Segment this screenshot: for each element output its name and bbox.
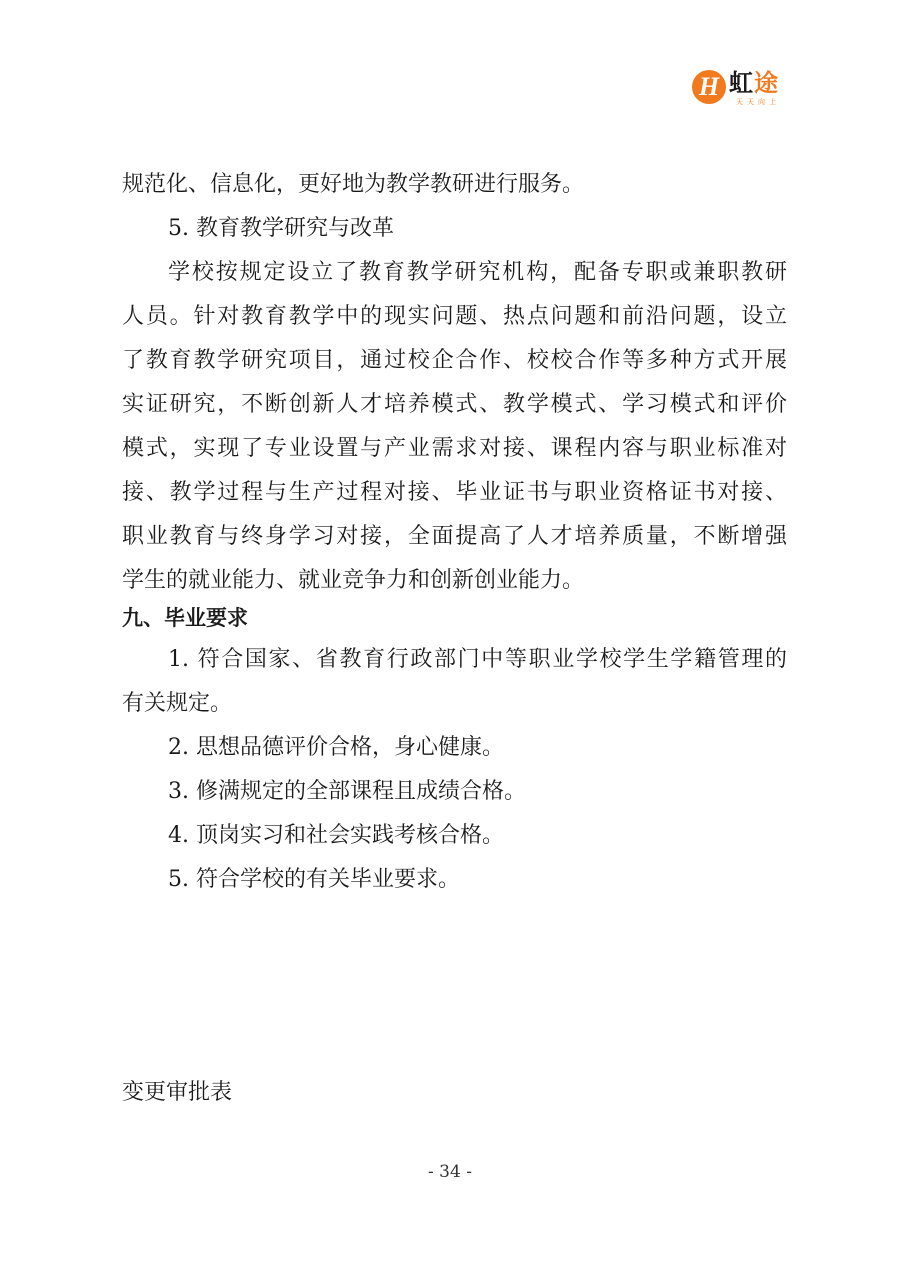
paragraph-line: 了教育教学研究项目，通过校企合作、校校合作等多种方式开展 (122, 348, 787, 373)
paragraph-line: 学校按规定设立了教育教学研究机构，配备专职或兼职教研 (168, 260, 787, 285)
logo-mark-icon (692, 70, 726, 104)
requirement-item: 1. 符合国家、省教育行政部门中等职业学校学生学籍管理的 (168, 647, 787, 672)
page-number: - 34 - (428, 1162, 472, 1182)
section-heading: 九、毕业要求 (122, 606, 248, 630)
brand-logo (692, 68, 802, 108)
requirement-item: 5. 符合学校的有关毕业要求。 (168, 867, 460, 892)
requirement-item-continued: 有关规定。 (122, 691, 233, 716)
approval-table-title: 变更审批表 (122, 1080, 233, 1105)
logo-name-part1: 虹 (729, 69, 754, 97)
paragraph-line: 实证研究，不断创新人才培养模式、教学模式、学习模式和评价 (122, 392, 787, 417)
paragraph-line: 模式，实现了专业设置与产业需求对接、课程内容与职业标准对 (122, 436, 787, 461)
requirement-item: 3. 修满规定的全部课程且成绩合格。 (168, 779, 526, 804)
requirement-item: 4. 顶岗实习和社会实践考核合格。 (168, 823, 504, 848)
logo-mark-letter: H (698, 72, 720, 101)
section-subtitle: 5. 教育教学研究与改革 (168, 216, 394, 241)
logo-slogan: 天天向上 (736, 98, 780, 106)
logo-name (729, 68, 779, 98)
paragraph-line: 规范化、信息化，更好地为教学教研进行服务。 (122, 172, 585, 197)
paragraph-line: 接、教学过程与生产过程对接、毕业证书与职业资格证书对接、 (122, 480, 787, 505)
requirement-item: 2. 思想品德评价合格，身心健康。 (168, 735, 504, 760)
logo-name-part2: 途 (754, 69, 779, 97)
paragraph-line: 职业教育与终身学习对接，全面提高了人才培养质量，不断增强 (122, 524, 787, 549)
paragraph-line: 学生的就业能力、就业竞争力和创新创业能力。 (122, 568, 585, 593)
paragraph-line: 人员。针对教育教学中的现实问题、热点问题和前沿问题，设立 (122, 304, 787, 329)
